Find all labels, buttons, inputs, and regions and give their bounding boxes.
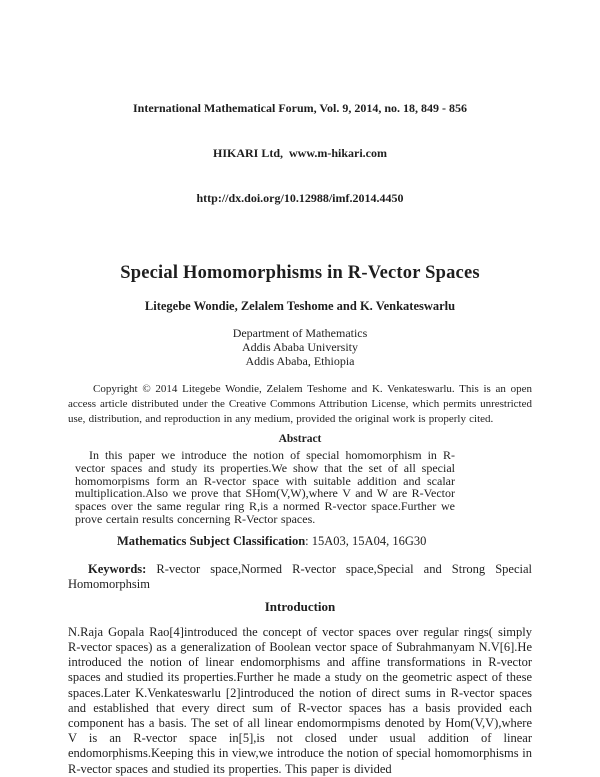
subject-classification-value: : 15A03, 15A04, 16G30	[305, 533, 427, 548]
paper-title: Special Homomorphisms in R-Vector Spaces	[120, 263, 480, 283]
text-column	[68, 0, 532, 777]
journal-header-line-1: International Mathematical Forum, Vol. 9, 2014, no. 18, 849 - 856	[133, 101, 467, 115]
affiliation-block	[68, 326, 532, 368]
introduction-paragraph: N.Raja Gopala Rao[4]introduced the concept of vector spaces over regular rings( simply R-vector spaces) as a generalization of Boolean vector space of Subrahmanyam N.V[6].He introduced the notion of linear endomorphisms and affine transformations in R-vector spaces and studied its properties.Further he made a study on the geometric aspect of these spaces.Later K.Venkateswarlu [2]introduced the notion of direct sums in R-vector spaces and established that every direct sum of R-vector spaces has a basis provided each component has a basis. The set of all linear endomormpisms denoted by Hom(V,V),where V is an R-vector space in[5],is not closed under usual addition of linear endomorphisms.Keeping this in view,we introduce the notion of special homomorphisms in R-vector spaces and studied its properties. This paper is divided	[68, 624, 532, 776]
affiliation-location: Addis Ababa, Ethiopia	[245, 354, 355, 368]
subject-classification-line	[117, 534, 532, 549]
introduction-heading: Introduction	[264, 598, 336, 614]
authors-line: Litegebe Wondie, Zelalem Teshome and K. Venkateswarlu	[144, 299, 456, 313]
journal-header-line-2: HIKARI Ltd, www.m-hikari.com	[212, 146, 387, 160]
journal-header	[68, 71, 532, 236]
abstract-body: In this paper we introduce the notion of special homomorphism in R-vector spaces and study its properties.We show that the set of all special homomorpisms form an R-vector space with suitable addition and scalar multiplication.Also we prove that SHom(V,W),where V and W are R-Vector spaces over the same regular ring R,is a normed R-vector space.Further we prove certain results concerning R-Vector spaces.	[75, 448, 455, 526]
affiliation-department: Department of Mathematics	[232, 326, 368, 340]
affiliation-university: Addis Ababa University	[242, 340, 358, 354]
subject-classification-label: Mathematics Subject Classification	[117, 533, 306, 548]
keywords-label: Keywords:	[88, 561, 147, 576]
journal-doi-line: http://dx.doi.org/10.12988/imf.2014.4450	[196, 191, 404, 205]
keywords-line	[68, 562, 532, 593]
copyright-notice: Copyright © 2014 Litegebe Wondie, Zelalem Teshome and K. Venkateswarlu. This is an open access article distributed under the Creative Commons Attribution License, which permits unrestricted use, distribution, and reproduction in any medium, provided the original work is properly cited.	[68, 383, 532, 425]
abstract-heading: Abstract	[278, 433, 322, 445]
keywords-value: R-vector space,Normed R-vector space,Special and Strong Special Homomorphsim	[68, 561, 532, 592]
